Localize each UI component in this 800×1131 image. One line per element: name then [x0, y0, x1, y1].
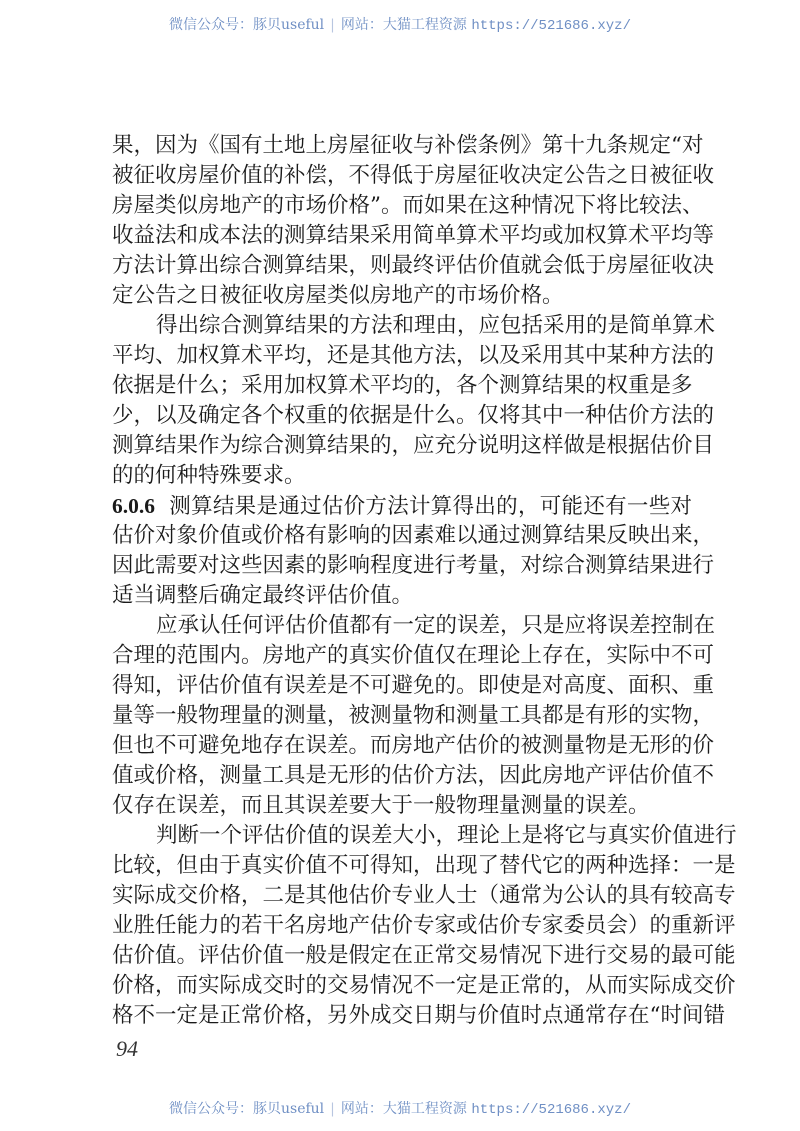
paragraph — [112, 131, 715, 311]
paragraph — [112, 821, 737, 1031]
paragraph — [112, 311, 716, 491]
text-line — [112, 491, 692, 521]
text-line-content: 测算结果是通过估价方法计算得出的，可能还有一些对 — [169, 494, 692, 519]
section-number: 6.0.6 — [112, 494, 155, 518]
text-line: 判断一个评估价值的误差大小，理论上是将它与真实价值进行 — [156, 823, 737, 848]
text-line: 比较，但由于真实价值不可得知，出现了替代它的两种选择：一是 — [112, 853, 736, 878]
watermark-wechat: 微信公众号：豚贝useful — [169, 1101, 325, 1117]
watermark-url[interactable]: https://521686.xyz/ — [471, 1102, 631, 1118]
text-line: 被征收房屋价值的补偿，不得低于房屋征收决定公告之日被征收 — [112, 163, 715, 188]
text-line: 格不一定是正常价格，另外成交日期与价值时点通常存在“时间错 — [112, 1003, 725, 1028]
watermark-url[interactable]: https://521686.xyz/ — [471, 18, 631, 34]
text-line: 估价值。评估价值一般是假定在正常交易情况下进行交易的最可能 — [112, 943, 736, 968]
text-line: 但也不可避免地存在误差。而房地产估价的被测量物是无形的价 — [112, 733, 715, 758]
text-line: 定公告之日被征收房屋类似房地产的市场价格。 — [112, 283, 564, 308]
text-line: 方法计算出综合测算结果，则最终评估价值就会低于房屋征收决 — [112, 253, 715, 278]
text-line: 价格，而实际成交时的交易情况不一定是正常的，从而实际成交价 — [112, 973, 736, 998]
text-line: 业胜任能力的若干名房地产估价专家或估价专家委员会）的重新评 — [112, 913, 736, 938]
text-line: 值或价格，测量工具是无形的估价方法，因此房地产评估价值不 — [112, 763, 715, 788]
text-line: 仅存在误差，而且其误差要大于一般物理量测量的误差。 — [112, 793, 650, 818]
text-line: 因此需要对这些因素的影响程度进行考量，对综合测算结果进行 — [112, 553, 715, 578]
paragraph — [112, 611, 716, 821]
text-line: 少，以及确定各个权重的依据是什么。仅将其中一种估价方法的 — [112, 403, 715, 428]
text-line: 得出综合测算结果的方法和理由，应包括采用的是简单算术 — [156, 313, 716, 338]
text-line: 收益法和成本法的测算结果采用简单算术平均或加权算术平均等 — [112, 223, 715, 248]
body-text — [112, 131, 737, 1031]
text-line: 实际成交价格，二是其他估价专业人士（通常为公认的具有较高专 — [112, 883, 736, 908]
watermark-separator: | — [330, 17, 335, 33]
text-line: 依据是什么；采用加权算术平均的，各个测算结果的权重是多 — [112, 373, 693, 398]
text-line: 的的何种特殊要求。 — [112, 463, 306, 488]
text-line: 果，因为《国有土地上房屋征收与补偿条例》第十九条规定“对 — [112, 133, 704, 158]
text-line: 合理的范围内。房地产的真实价值仅在理论上存在，实际中不可 — [112, 643, 715, 668]
text-line: 应承认任何评估价值都有一定的误差，只是应将误差控制在 — [156, 613, 716, 638]
text-line: 得知，评估价值有误差是不可避免的。即使是对高度、面积、重 — [112, 673, 715, 698]
text-line: 房屋类似房地产的市场价格”。而如果在这种情况下将比较法、 — [112, 193, 704, 218]
watermark-separator: | — [330, 1101, 335, 1117]
text-line: 测算结果作为综合测算结果的，应充分说明这样做是根据估价目 — [112, 433, 715, 458]
text-line: 估价对象价值或价格有影响的因素难以通过测算结果反映出来， — [112, 523, 715, 548]
page-number: 94 — [116, 1036, 138, 1061]
watermark-wechat: 微信公众号：豚贝useful — [169, 17, 325, 33]
watermark-header — [0, 14, 800, 34]
watermark-site-label: 网站：大猫工程资源 — [340, 17, 467, 33]
watermark-footer — [0, 1098, 800, 1118]
text-line: 量等一般物理量的测量，被测量物和测量工具都是有形的实物， — [112, 703, 715, 728]
text-line: 平均、加权算术平均，还是其他方法，以及采用其中某种方法的 — [112, 343, 715, 368]
text-line: 适当调整后确定最终评估价值。 — [112, 583, 414, 608]
section-paragraph — [112, 491, 715, 611]
watermark-site-label: 网站：大猫工程资源 — [340, 1101, 467, 1117]
